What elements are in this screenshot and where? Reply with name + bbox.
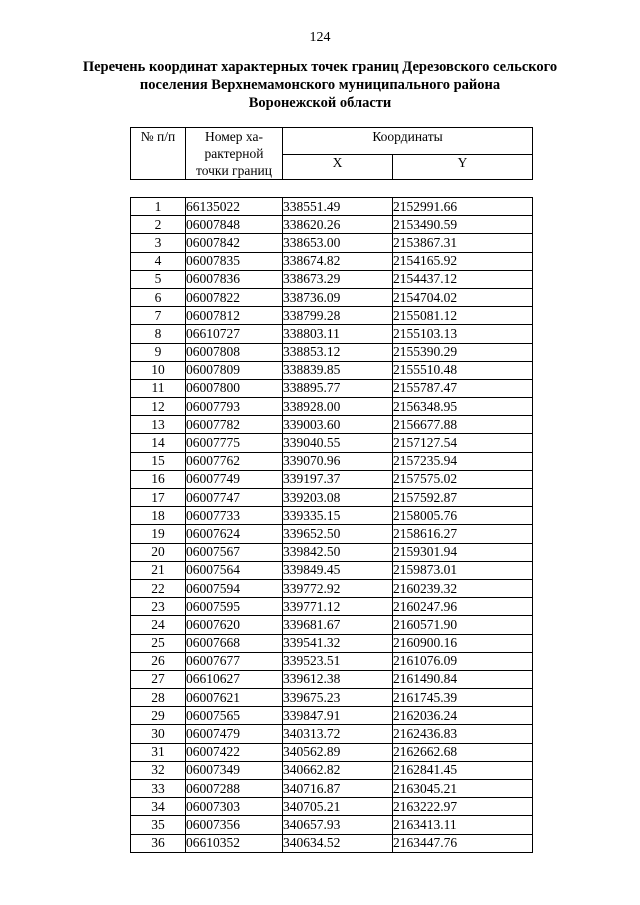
point-number-cell: 06007624 <box>186 525 283 543</box>
table-row <box>131 434 533 452</box>
title-line-3: Воронежской области <box>248 95 392 111</box>
y-coordinate-cell: 2155510.48 <box>393 361 533 379</box>
row-number-cell: 25 <box>131 634 186 652</box>
y-coordinate-cell: 2156348.95 <box>393 398 533 416</box>
table-row <box>131 616 533 634</box>
table-row <box>131 452 533 470</box>
y-coordinate-cell: 2163222.97 <box>393 798 533 816</box>
table-row <box>131 198 533 216</box>
x-coordinate-cell: 339203.08 <box>283 489 393 507</box>
table-row <box>131 343 533 361</box>
point-number-cell: 06610352 <box>186 834 283 852</box>
y-coordinate-cell: 2158005.76 <box>393 507 533 525</box>
y-coordinate-cell: 2160571.90 <box>393 616 533 634</box>
point-number-cell: 06007808 <box>186 343 283 361</box>
y-coordinate-cell: 2163413.11 <box>393 816 533 834</box>
row-number-cell: 4 <box>131 252 186 270</box>
header-coordinates: Координаты <box>283 128 533 155</box>
y-coordinate-cell: 2163045.21 <box>393 780 533 798</box>
point-number-cell: 06007793 <box>186 398 283 416</box>
x-coordinate-cell: 339197.37 <box>283 470 393 488</box>
x-coordinate-cell: 340716.87 <box>283 780 393 798</box>
point-number-cell: 06007422 <box>186 743 283 761</box>
table-row <box>131 234 533 252</box>
y-coordinate-cell: 2155081.12 <box>393 307 533 325</box>
coordinates-table <box>130 127 533 853</box>
table-row <box>131 579 533 597</box>
y-coordinate-cell: 2159873.01 <box>393 561 533 579</box>
row-number-cell: 36 <box>131 834 186 852</box>
x-coordinate-cell: 338928.00 <box>283 398 393 416</box>
table-row <box>131 761 533 779</box>
point-number-cell: 06610627 <box>186 670 283 688</box>
row-number-cell: 10 <box>131 361 186 379</box>
y-coordinate-cell: 2155390.29 <box>393 343 533 361</box>
point-number-cell: 06007595 <box>186 598 283 616</box>
y-coordinate-cell: 2158616.27 <box>393 525 533 543</box>
point-number-cell: 06007733 <box>186 507 283 525</box>
table-row <box>131 634 533 652</box>
point-number-cell: 06007809 <box>186 361 283 379</box>
row-number-cell: 26 <box>131 652 186 670</box>
header-point-line-1: Номер ха- <box>205 129 263 144</box>
table-row <box>131 689 533 707</box>
row-number-cell: 20 <box>131 543 186 561</box>
table-row <box>131 798 533 816</box>
point-number-cell: 06007620 <box>186 616 283 634</box>
row-number-cell: 6 <box>131 288 186 306</box>
x-coordinate-cell: 340662.82 <box>283 761 393 779</box>
x-coordinate-cell: 339335.15 <box>283 507 393 525</box>
point-number-cell: 06007356 <box>186 816 283 834</box>
row-number-cell: 13 <box>131 416 186 434</box>
x-coordinate-cell: 339847.91 <box>283 707 393 725</box>
y-coordinate-cell: 2157235.94 <box>393 452 533 470</box>
row-number-cell: 2 <box>131 216 186 234</box>
point-number-cell: 06007782 <box>186 416 283 434</box>
page-number: 124 <box>309 30 331 45</box>
y-coordinate-cell: 2157592.87 <box>393 489 533 507</box>
x-coordinate-cell: 340313.72 <box>283 725 393 743</box>
x-coordinate-cell: 339652.50 <box>283 525 393 543</box>
point-number-cell: 06007835 <box>186 252 283 270</box>
x-coordinate-cell: 339772.92 <box>283 579 393 597</box>
x-coordinate-cell: 339771.12 <box>283 598 393 616</box>
row-number-cell: 31 <box>131 743 186 761</box>
y-coordinate-cell: 2161076.09 <box>393 652 533 670</box>
document-title <box>70 58 570 112</box>
title-line-1: Перечень координат характерных точек границ Дерезовского сельского <box>82 59 558 75</box>
table-row <box>131 270 533 288</box>
table-row <box>131 543 533 561</box>
x-coordinate-cell: 338674.82 <box>283 252 393 270</box>
table-row <box>131 398 533 416</box>
table-row <box>131 379 533 397</box>
y-coordinate-cell: 2159301.94 <box>393 543 533 561</box>
row-number-cell: 32 <box>131 761 186 779</box>
y-coordinate-cell: 2155103.13 <box>393 325 533 343</box>
point-number-cell: 06007775 <box>186 434 283 452</box>
header-point-line-3: точки границ <box>195 163 273 178</box>
y-coordinate-cell: 2160239.32 <box>393 579 533 597</box>
x-coordinate-cell: 340657.93 <box>283 816 393 834</box>
header-row-number: № п/п <box>131 128 186 180</box>
x-coordinate-cell: 339842.50 <box>283 543 393 561</box>
x-coordinate-cell: 338653.00 <box>283 234 393 252</box>
table-row <box>131 707 533 725</box>
x-coordinate-cell: 338551.49 <box>283 198 393 216</box>
point-number-cell: 06007479 <box>186 725 283 743</box>
x-coordinate-cell: 338620.26 <box>283 216 393 234</box>
point-number-cell: 06007564 <box>186 561 283 579</box>
row-number-cell: 12 <box>131 398 186 416</box>
y-coordinate-cell: 2156677.88 <box>393 416 533 434</box>
y-coordinate-cell: 2153867.31 <box>393 234 533 252</box>
table-row <box>131 598 533 616</box>
point-number-cell: 06007762 <box>186 452 283 470</box>
point-number-cell: 06007668 <box>186 634 283 652</box>
header-x: X <box>283 155 393 180</box>
point-number-cell: 06007836 <box>186 270 283 288</box>
x-coordinate-cell: 339040.55 <box>283 434 393 452</box>
x-coordinate-cell: 338895.77 <box>283 379 393 397</box>
x-coordinate-cell: 340705.21 <box>283 798 393 816</box>
point-number-cell: 06007565 <box>186 707 283 725</box>
point-number-cell: 06007749 <box>186 470 283 488</box>
table-body <box>131 198 533 853</box>
x-coordinate-cell: 339675.23 <box>283 689 393 707</box>
row-number-cell: 22 <box>131 579 186 597</box>
table-row <box>131 288 533 306</box>
y-coordinate-cell: 2154165.92 <box>393 252 533 270</box>
x-coordinate-cell: 340634.52 <box>283 834 393 852</box>
header-point-number <box>186 128 283 180</box>
y-coordinate-cell: 2162841.45 <box>393 761 533 779</box>
row-number-cell: 24 <box>131 616 186 634</box>
point-number-cell: 06007288 <box>186 780 283 798</box>
table-row <box>131 561 533 579</box>
x-coordinate-cell: 339003.60 <box>283 416 393 434</box>
table-row <box>131 816 533 834</box>
table-row <box>131 325 533 343</box>
x-coordinate-cell: 338736.09 <box>283 288 393 306</box>
x-coordinate-cell: 338673.29 <box>283 270 393 288</box>
row-number-cell: 16 <box>131 470 186 488</box>
row-number-cell: 15 <box>131 452 186 470</box>
table-row <box>131 470 533 488</box>
table-row <box>131 507 533 525</box>
row-number-cell: 23 <box>131 598 186 616</box>
row-number-cell: 1 <box>131 198 186 216</box>
row-number-cell: 18 <box>131 507 186 525</box>
x-coordinate-cell: 339070.96 <box>283 452 393 470</box>
header-point-line-2: рактерной <box>204 146 264 161</box>
point-number-cell: 06007747 <box>186 489 283 507</box>
row-number-cell: 34 <box>131 798 186 816</box>
table-row <box>131 834 533 852</box>
table-row <box>131 252 533 270</box>
point-number-cell: 06007621 <box>186 689 283 707</box>
table-row <box>131 216 533 234</box>
y-coordinate-cell: 2152991.66 <box>393 198 533 216</box>
row-number-cell: 17 <box>131 489 186 507</box>
x-coordinate-cell: 339523.51 <box>283 652 393 670</box>
row-number-cell: 3 <box>131 234 186 252</box>
table-row <box>131 307 533 325</box>
table-row <box>131 670 533 688</box>
y-coordinate-cell: 2154704.02 <box>393 288 533 306</box>
table-row <box>131 780 533 798</box>
row-number-cell: 28 <box>131 689 186 707</box>
y-coordinate-cell: 2160247.96 <box>393 598 533 616</box>
y-coordinate-cell: 2153490.59 <box>393 216 533 234</box>
title-line-2: поселения Верхнемамонского муниципального района <box>139 77 501 93</box>
header-y: Y <box>393 155 533 180</box>
y-coordinate-cell: 2162436.83 <box>393 725 533 743</box>
table-row <box>131 525 533 543</box>
x-coordinate-cell: 338799.28 <box>283 307 393 325</box>
row-number-cell: 35 <box>131 816 186 834</box>
point-number-cell: 06007303 <box>186 798 283 816</box>
row-number-cell: 19 <box>131 525 186 543</box>
y-coordinate-cell: 2157127.54 <box>393 434 533 452</box>
point-number-cell: 06007594 <box>186 579 283 597</box>
y-coordinate-cell: 2161745.39 <box>393 689 533 707</box>
point-number-cell: 06007800 <box>186 379 283 397</box>
table-row <box>131 361 533 379</box>
y-coordinate-cell: 2154437.12 <box>393 270 533 288</box>
table-row <box>131 743 533 761</box>
row-number-cell: 11 <box>131 379 186 397</box>
table-row <box>131 416 533 434</box>
x-coordinate-cell: 338853.12 <box>283 343 393 361</box>
row-number-cell: 29 <box>131 707 186 725</box>
point-number-cell: 06007812 <box>186 307 283 325</box>
point-number-cell: 06007842 <box>186 234 283 252</box>
y-coordinate-cell: 2161490.84 <box>393 670 533 688</box>
x-coordinate-cell: 338839.85 <box>283 361 393 379</box>
row-number-cell: 27 <box>131 670 186 688</box>
y-coordinate-cell: 2155787.47 <box>393 379 533 397</box>
y-coordinate-cell: 2163447.76 <box>393 834 533 852</box>
point-number-cell: 06007567 <box>186 543 283 561</box>
row-number-cell: 7 <box>131 307 186 325</box>
point-number-cell: 66135022 <box>186 198 283 216</box>
y-coordinate-cell: 2157575.02 <box>393 470 533 488</box>
point-number-cell: 06007822 <box>186 288 283 306</box>
point-number-cell: 06007848 <box>186 216 283 234</box>
point-number-cell: 06007349 <box>186 761 283 779</box>
x-coordinate-cell: 340562.89 <box>283 743 393 761</box>
table-row <box>131 652 533 670</box>
row-number-cell: 5 <box>131 270 186 288</box>
row-number-cell: 8 <box>131 325 186 343</box>
table-row <box>131 489 533 507</box>
point-number-cell: 06610727 <box>186 325 283 343</box>
y-coordinate-cell: 2162662.68 <box>393 743 533 761</box>
y-coordinate-cell: 2160900.16 <box>393 634 533 652</box>
row-number-cell: 14 <box>131 434 186 452</box>
row-number-cell: 9 <box>131 343 186 361</box>
x-coordinate-cell: 339612.38 <box>283 670 393 688</box>
x-coordinate-cell: 338803.11 <box>283 325 393 343</box>
x-coordinate-cell: 339681.67 <box>283 616 393 634</box>
y-coordinate-cell: 2162036.24 <box>393 707 533 725</box>
row-number-cell: 33 <box>131 780 186 798</box>
x-coordinate-cell: 339849.45 <box>283 561 393 579</box>
row-number-cell: 21 <box>131 561 186 579</box>
row-number-cell: 30 <box>131 725 186 743</box>
table-row <box>131 725 533 743</box>
point-number-cell: 06007677 <box>186 652 283 670</box>
x-coordinate-cell: 339541.32 <box>283 634 393 652</box>
